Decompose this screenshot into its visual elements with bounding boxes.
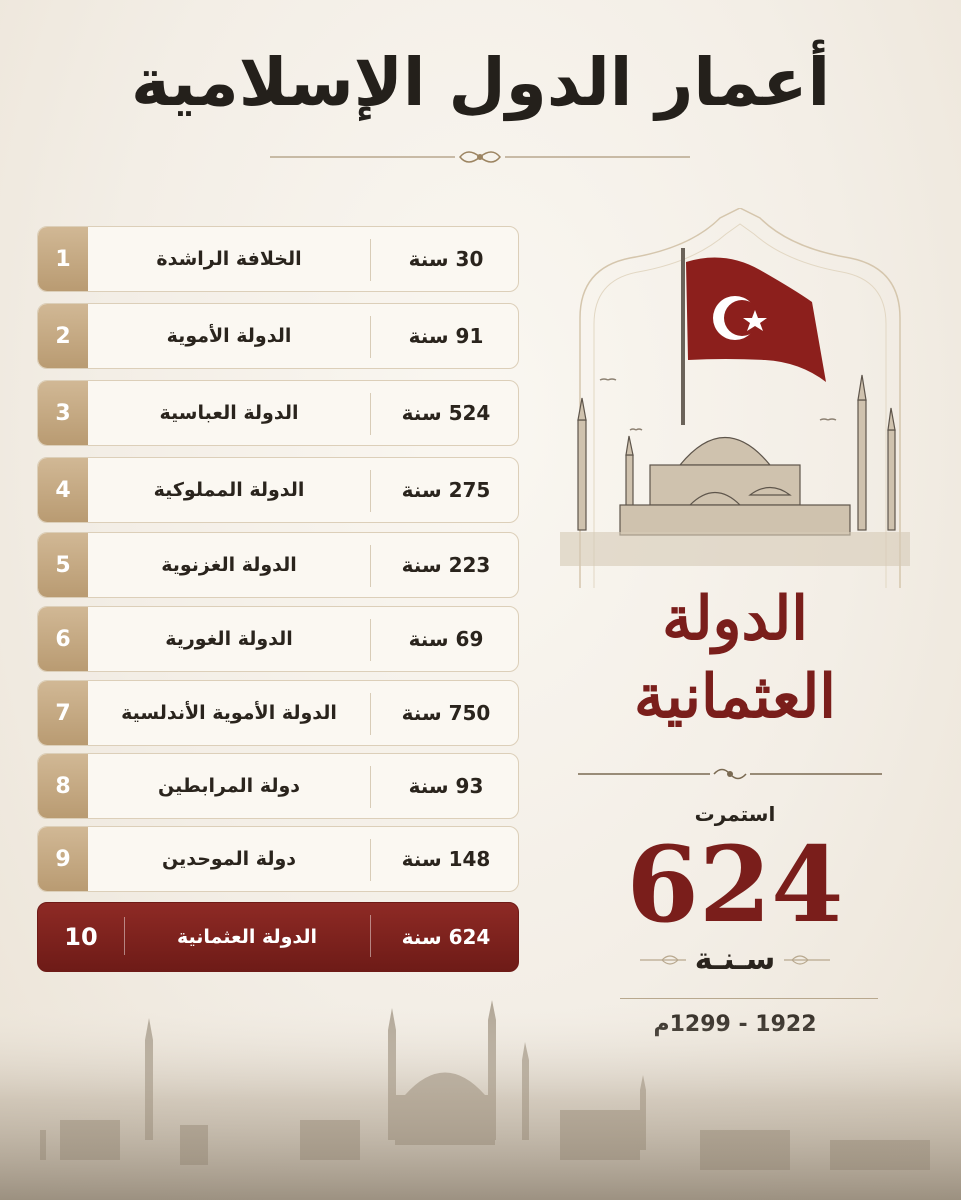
state-duration: 524 سنة (401, 401, 491, 425)
list-item (37, 226, 519, 292)
divider (370, 239, 371, 281)
state-duration: 93 سنة (408, 774, 484, 798)
list-item-highlighted (37, 902, 519, 972)
page-title: أعمار الدول الإسلامية (130, 44, 831, 121)
divider (620, 998, 878, 999)
list-item (37, 457, 519, 523)
list-item (37, 532, 519, 598)
feature-title (560, 580, 910, 736)
state-name: دولة الموحدين (161, 848, 297, 870)
divider (370, 393, 371, 435)
divider (370, 316, 371, 358)
rank-badge: 4 (38, 458, 88, 522)
divider (124, 917, 125, 955)
leaf-icon (782, 952, 832, 968)
state-name: الدولة الغورية (165, 628, 293, 650)
divider (370, 766, 371, 808)
ornament-divider-icon (270, 145, 690, 169)
divider (370, 915, 371, 957)
state-duration: 750 سنة (401, 701, 491, 725)
rank-badge: 8 (38, 754, 88, 818)
lasted-label: استمرت (694, 802, 776, 826)
divider (370, 839, 371, 881)
state-duration: 275 سنة (401, 478, 491, 502)
rank-badge: 6 (38, 607, 88, 671)
feature-title-line1: الدولة (662, 584, 808, 654)
list-item (37, 606, 519, 672)
state-name: الخلافة الراشدة (156, 248, 302, 270)
state-name: الدولة العباسية (159, 402, 299, 424)
state-duration: 69 سنة (408, 627, 484, 651)
list-item (37, 303, 519, 369)
state-name: الدولة المملوكية (153, 479, 305, 501)
divider (370, 693, 371, 735)
rank-badge: 7 (38, 681, 88, 745)
rank-badge: 10 (64, 923, 98, 951)
state-duration: 223 سنة (401, 553, 491, 577)
state-duration: 148 سنة (401, 847, 491, 871)
rank-badge: 3 (38, 381, 88, 445)
ornament-divider-icon (578, 764, 882, 784)
state-duration: 624 سنة (401, 925, 491, 949)
state-name: دولة المرابطين (157, 775, 301, 797)
hagia-sophia-illustration (560, 240, 910, 570)
list-item (37, 380, 519, 446)
duration-unit: سـنـة (694, 942, 776, 977)
skyline-illustration (0, 1000, 961, 1200)
state-duration: 30 سنة (408, 247, 484, 271)
state-name: الدولة الأموية الأندلسية (121, 702, 337, 724)
state-name: الدولة العثمانية (176, 926, 318, 948)
divider (370, 545, 371, 587)
duration-number: 624 (626, 823, 844, 946)
state-name: الدولة الغزنوية (161, 554, 297, 576)
list-item (37, 753, 519, 819)
feature-title-line2: العثمانية (634, 662, 836, 732)
divider (370, 619, 371, 661)
rank-badge: 9 (38, 827, 88, 891)
turkish-flag-icon (683, 248, 826, 425)
list-item (37, 826, 519, 892)
state-name: الدولة الأموية (166, 325, 292, 347)
state-duration: 91 سنة (408, 324, 484, 348)
rank-badge: 2 (38, 304, 88, 368)
divider (370, 470, 371, 512)
list-item (37, 680, 519, 746)
rank-badge: 1 (38, 227, 88, 291)
rank-badge: 5 (38, 533, 88, 597)
